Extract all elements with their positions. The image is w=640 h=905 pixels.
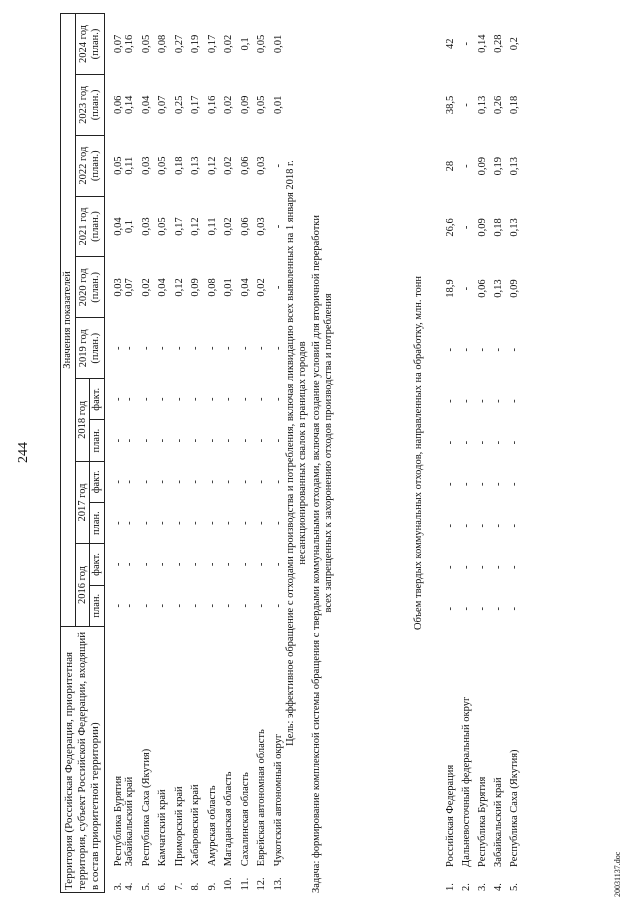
indicator-value: -: [223, 397, 235, 402]
indicator-value: -: [493, 482, 504, 486]
indicator-value: 0,1: [239, 37, 251, 51]
plan-fact-header: факт.: [90, 461, 105, 502]
indicator-value: -: [461, 41, 472, 46]
indicator-value: 0,09: [190, 278, 202, 297]
indicator-value: -: [173, 397, 185, 402]
goal-text: [285, 13, 309, 893]
indicator-value: -: [509, 482, 520, 486]
territory-name: Республика Саха (Якутия): [509, 749, 520, 867]
indicator-value: -: [445, 348, 456, 352]
indicator-value: -: [477, 523, 488, 528]
indicator-value: -: [223, 480, 235, 484]
indicator-value: -: [272, 562, 284, 567]
plan-fact-header: план.: [90, 502, 105, 543]
territory-name: Забайкальский край: [493, 777, 504, 867]
territory-name: Республика Саха (Якутия): [140, 748, 152, 867]
indicator-value: 0,2: [509, 37, 520, 51]
indicator-value: 18,9: [445, 279, 456, 298]
indicator-value: 0,1: [124, 219, 136, 234]
indicator-value: -: [509, 607, 520, 611]
year-header: 2018 год: [75, 379, 90, 462]
indicator-value: 0,01: [272, 34, 284, 54]
msw-volume-table-body: [445, 13, 525, 893]
indicator-value: 0,09: [239, 95, 251, 115]
indicator-value: -: [206, 480, 218, 484]
indicator-value: 0,03: [256, 156, 268, 175]
indicator-value: 26,6: [445, 218, 456, 237]
indicator-value: 0,05: [112, 156, 124, 175]
table-row: [445, 13, 461, 893]
indicator-value: 0,05: [256, 34, 268, 54]
goal-line: Цель: эффективное обращение с отходами производства и потребления, включая ликвидацию всех выявленных на 1 января 2018 г.: [285, 160, 296, 746]
indicator-value: -: [124, 521, 136, 525]
indicator-value: -: [272, 603, 284, 608]
indicator-value: 0,12: [190, 217, 202, 236]
task-line: Задача: формирование комплексной системы обращения с твердыми коммунальными отходами, включая создание условий для вторичной переработки: [311, 214, 322, 893]
indicator-value: -: [272, 285, 284, 290]
plan-year-header: 2021 год (план.): [75, 196, 104, 257]
task-text: [311, 13, 335, 893]
indicator-value: 0,14: [477, 34, 488, 53]
indicator-value: -: [493, 440, 504, 445]
indicator-value: -: [190, 346, 202, 350]
indicator-value: 0,09: [509, 279, 520, 298]
indicator-value: -: [493, 399, 504, 403]
indicator-value: 0,01: [272, 95, 284, 115]
indicator-value: -: [477, 565, 488, 570]
indicator-value: -: [256, 438, 268, 443]
indicator-value: -: [239, 480, 251, 484]
indicator-value: 0,02: [223, 156, 235, 175]
indicator-value: -: [173, 562, 185, 567]
indicator-value: 38,5: [445, 95, 456, 115]
plan-fact-header: план.: [90, 420, 105, 461]
indicator-value: -: [509, 523, 520, 528]
task-line: всех запрещенных к захоронению отходов производства и потребления: [323, 293, 335, 613]
indicator-value: -: [239, 521, 251, 525]
section-subheading: Объем твердых коммунальных отходов, направленных на обработку, млн. тонн: [413, 275, 424, 631]
indicator-value: -: [124, 397, 136, 402]
indicator-value: -: [509, 399, 520, 403]
indicator-value: -: [272, 163, 284, 168]
indicator-value: 42: [445, 38, 456, 49]
territory-name: Чукотский автономный округ: [272, 733, 284, 867]
indicator-value: -: [477, 399, 488, 403]
indicator-value: -: [256, 346, 268, 350]
indicator-value: 0,06: [239, 217, 251, 236]
indicator-value: -: [239, 397, 251, 402]
indicator-value: -: [124, 480, 136, 484]
indicator-value: -: [239, 603, 251, 608]
indicator-value: -: [112, 521, 124, 525]
indicator-value: -: [461, 225, 472, 230]
indicator-value: -: [157, 438, 169, 443]
row-number: 12.: [256, 877, 268, 891]
indicator-value: 0,01: [223, 278, 235, 297]
indicator-value: 0,13: [493, 279, 504, 298]
indicator-value: -: [509, 348, 520, 352]
indicator-value: -: [112, 480, 124, 484]
indicator-value: -: [157, 397, 169, 402]
indicator-value: 0,02: [140, 278, 152, 297]
year-header: 2016 год: [75, 544, 90, 627]
table-row: [104, 14, 124, 893]
indicator-value: -: [256, 397, 268, 402]
indicator-value: -: [272, 346, 284, 350]
indicator-value: -: [477, 607, 488, 611]
plan-year-header: 2024 год (план.): [75, 14, 104, 75]
indicator-value: -: [493, 607, 504, 611]
indicator-value: -: [445, 565, 456, 570]
territory-name: Сахалинская область: [239, 772, 251, 867]
indicator-value: -: [272, 438, 284, 443]
indicator-value: -: [509, 565, 520, 570]
indicator-value: -: [256, 480, 268, 484]
indicator-value: 0,04: [112, 217, 124, 236]
table-row: [141, 14, 158, 893]
row-number: 1.: [445, 883, 456, 891]
territory-name: Республика Бурятия: [112, 775, 124, 867]
indicator-value: -: [112, 603, 124, 608]
indicator-value: 0,02: [223, 95, 235, 115]
indicator-value: -: [272, 397, 284, 402]
indicator-value: 0,08: [157, 34, 169, 54]
indicator-value: -: [173, 480, 185, 484]
table-row: [509, 13, 525, 893]
indicator-value: -: [190, 562, 202, 567]
indicator-value: -: [461, 286, 472, 291]
indicator-value: -: [223, 346, 235, 350]
indicator-value: 0,03: [112, 278, 124, 297]
table-row: [477, 13, 493, 893]
goal-line: несанкционированных свалок в границах городов: [297, 341, 309, 565]
row-number: 9.: [206, 882, 218, 891]
territory-name: Российская Федерация: [445, 764, 456, 867]
indicator-value: 0,03: [140, 156, 152, 175]
indicator-value: -: [173, 438, 185, 443]
indicator-value: -: [223, 562, 235, 567]
territory-name: Забайкальский край: [124, 776, 136, 867]
table-row: [240, 14, 257, 893]
row-number: 11.: [239, 877, 251, 891]
indicator-value: 0,05: [140, 34, 152, 54]
indicator-value: -: [124, 603, 136, 608]
indicator-value: 0,04: [239, 278, 251, 297]
territory-name: Дальневосточный федеральный округ: [461, 696, 472, 867]
indicator-value: -: [239, 438, 251, 443]
indicator-value: 0,19: [493, 156, 504, 176]
indicator-value: 0,14: [124, 95, 136, 115]
indicator-value: -: [157, 562, 169, 567]
indicator-value: -: [461, 482, 472, 486]
indicator-value: 0,05: [157, 217, 169, 236]
indicator-value: 0,13: [509, 156, 520, 176]
plan-year-header: 2019 год (план.): [75, 318, 104, 379]
indicator-value: -: [190, 603, 202, 608]
indicator-value: 0,13: [190, 156, 202, 175]
indicator-value: -: [477, 348, 488, 352]
indicator-value: -: [190, 397, 202, 402]
plan-fact-header: факт.: [90, 544, 105, 585]
indicator-value: -: [173, 521, 185, 525]
indicator-value: -: [124, 562, 136, 567]
indicator-value: 0,04: [157, 278, 169, 297]
indicator-value: 0,17: [190, 95, 202, 115]
territory-name: Магаданская область: [223, 771, 235, 867]
territory-name: Камчатский край: [157, 789, 169, 867]
indicator-value: 0,18: [493, 218, 504, 237]
indicator-value: -: [206, 438, 218, 443]
indicator-value: -: [445, 399, 456, 403]
indicator-value: 0,17: [206, 34, 218, 54]
indicator-value: 0,11: [124, 156, 136, 175]
table-row: [256, 14, 273, 893]
indicator-value: 0,06: [477, 279, 488, 298]
table-row: [124, 14, 141, 893]
indicators-table-body: [104, 14, 289, 893]
indicator-value: -: [206, 397, 218, 402]
indicator-value: 0,03: [140, 217, 152, 236]
indicator-value: 0,04: [140, 95, 152, 115]
indicator-value: 0,05: [256, 95, 268, 115]
indicator-value: -: [272, 521, 284, 525]
indicator-value: -: [157, 521, 169, 525]
territory-name: Приморский край: [173, 786, 185, 867]
table-row: [461, 13, 477, 893]
table-row: [174, 14, 191, 893]
table-row: [157, 14, 174, 893]
indicator-value: -: [173, 346, 185, 350]
indicator-value: -: [493, 565, 504, 570]
indicator-value: -: [461, 103, 472, 107]
indicator-value: 0,06: [112, 95, 124, 115]
indicator-value: -: [206, 346, 218, 350]
indicator-value: 0,06: [239, 156, 251, 175]
document-id: 20031137.doc: [613, 851, 622, 897]
indicator-value: -: [445, 607, 456, 611]
indicator-value: -: [493, 523, 504, 528]
indicator-value: -: [112, 397, 124, 402]
indicator-value: -: [157, 603, 169, 608]
indicator-value: -: [190, 438, 202, 443]
indicator-value: -: [190, 480, 202, 484]
row-number: 8.: [190, 882, 202, 891]
indicator-value: -: [223, 438, 235, 443]
indicator-value: 0,02: [223, 217, 235, 236]
indicator-value: -: [112, 438, 124, 443]
territory-header: Территория (Российская Федерация, приоритетная территория, субъект Российской Федерации, входящий в состав приоритетной территории): [61, 626, 105, 892]
indicator-value: -: [157, 346, 169, 350]
indicator-value: -: [445, 440, 456, 445]
indicator-value: 0,09: [477, 218, 488, 237]
plan-fact-header: факт.: [90, 379, 105, 420]
indicator-value: -: [223, 603, 235, 608]
indicator-value: -: [272, 480, 284, 484]
indicator-value: 0,02: [256, 278, 268, 297]
indicator-value: -: [140, 480, 152, 484]
indicator-value: -: [206, 521, 218, 525]
indicator-value: 0,07: [112, 34, 124, 54]
indicator-value: -: [124, 438, 136, 443]
values-group-header: Значения показателей: [61, 14, 76, 627]
plan-year-header: 2022 год (план.): [75, 135, 104, 196]
indicator-value: 0,11: [206, 217, 218, 236]
indicator-value: -: [477, 482, 488, 486]
indicator-value: -: [272, 224, 284, 229]
indicator-value: -: [239, 346, 251, 350]
indicator-value: -: [256, 562, 268, 567]
indicator-value: -: [256, 603, 268, 608]
indicator-value: 0,12: [173, 278, 185, 297]
indicator-value: -: [461, 164, 472, 168]
table-row: [190, 14, 207, 893]
indicator-value: -: [157, 480, 169, 484]
indicator-value: 0,03: [256, 217, 268, 236]
indicator-value: 0,26: [493, 95, 504, 115]
indicator-value: -: [461, 565, 472, 570]
territory-name: Амурская область: [206, 785, 218, 867]
indicator-value: 0,16: [206, 95, 218, 115]
table-row: [493, 13, 509, 893]
table-row: [223, 14, 240, 893]
indicator-value: 0,18: [509, 95, 520, 115]
indicator-value: 0,08: [206, 278, 218, 297]
indicator-value: 0,13: [509, 218, 520, 237]
indicator-value: 0,02: [223, 34, 235, 54]
indicator-value: 0,17: [173, 217, 185, 236]
page-number: 244: [16, 442, 31, 463]
indicator-value: -: [461, 440, 472, 445]
indicator-value: -: [461, 399, 472, 403]
indicator-value: -: [461, 348, 472, 352]
indicator-value: -: [206, 603, 218, 608]
msw-volume-table: [445, 13, 525, 893]
indicator-value: 0,27: [173, 34, 185, 54]
indicator-value: 0,25: [173, 95, 185, 115]
indicator-value: -: [493, 348, 504, 352]
indicator-value: -: [256, 521, 268, 525]
indicator-value: -: [112, 562, 124, 567]
indicator-value: -: [140, 397, 152, 402]
row-number: 4.: [493, 883, 504, 891]
territory-name: Хабаровский край: [190, 784, 202, 867]
indicator-value: -: [239, 562, 251, 567]
row-number: 3.: [477, 883, 488, 891]
indicator-value: -: [461, 523, 472, 528]
indicator-value: 0,07: [157, 95, 169, 115]
indicator-value: 0,19: [190, 34, 202, 54]
indicator-value: -: [477, 440, 488, 445]
row-number: 4.: [124, 882, 136, 891]
year-header: 2017 год: [75, 461, 90, 544]
indicator-value: -: [190, 521, 202, 525]
row-number: 5.: [509, 883, 520, 891]
indicator-value: 28: [445, 160, 456, 172]
row-number: 6.: [157, 882, 169, 891]
indicator-value: -: [140, 521, 152, 525]
row-number: 10.: [223, 877, 235, 891]
table-row: [207, 14, 224, 893]
row-number: 13.: [272, 877, 284, 891]
indicator-value: -: [461, 607, 472, 611]
indicator-value: 0,28: [493, 34, 504, 53]
indicator-value: -: [140, 438, 152, 443]
indicator-value: -: [140, 346, 152, 350]
indicator-value: 0,09: [477, 156, 488, 176]
plan-year-header: 2020 год (план.): [75, 257, 104, 318]
indicator-value: -: [223, 521, 235, 525]
indicator-value: -: [445, 482, 456, 486]
indicator-value: -: [206, 562, 218, 567]
plan-fact-header: план.: [90, 585, 105, 626]
row-number: 2.: [461, 883, 472, 891]
row-number: 3.: [112, 882, 124, 891]
plan-year-header: 2023 год (план.): [75, 74, 104, 135]
indicator-value: -: [173, 603, 185, 608]
indicators-table: [60, 13, 289, 893]
indicator-value: 0,18: [173, 156, 185, 175]
indicator-value: -: [140, 562, 152, 567]
indicator-value: -: [509, 440, 520, 445]
indicator-value: 0,12: [206, 156, 218, 175]
indicator-value: 0,05: [157, 156, 169, 175]
indicator-value: 0,07: [124, 278, 136, 297]
indicator-value: 0,13: [477, 95, 488, 115]
indicator-value: -: [140, 603, 152, 608]
row-number: 5.: [140, 882, 152, 891]
indicator-value: -: [124, 346, 136, 350]
indicator-value: 0,16: [124, 34, 136, 54]
indicator-value: -: [445, 523, 456, 528]
territory-name: Еврейская автономная область: [256, 729, 268, 867]
row-number: 7.: [173, 882, 185, 891]
indicator-value: -: [112, 346, 124, 350]
territory-name: Республика Бурятия: [477, 776, 488, 867]
